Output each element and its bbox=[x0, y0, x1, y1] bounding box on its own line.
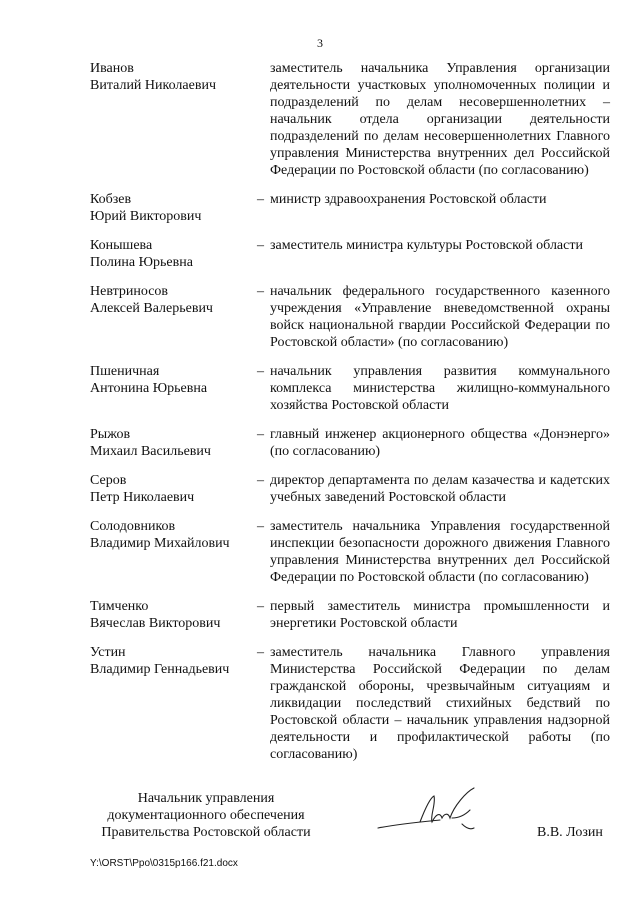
member-role: заместитель начальника Управления организации деятельности участковых уполномоченных полиции и подразделений по делам несовершеннолетних – начальник отдела организации деятельности подразделений по делам несовершеннолетних Главного управления Министерства внутренних дел Российской Федерации по Ростовской области (по согласованию) bbox=[270, 61, 610, 178]
member-dash: – bbox=[257, 645, 264, 660]
member-surname: Устин bbox=[90, 645, 126, 660]
signatory-position-line: Начальник управления bbox=[137, 791, 275, 806]
list-item bbox=[90, 237, 610, 271]
signatory-name: В.В. Лозин bbox=[537, 825, 603, 840]
member-name bbox=[90, 191, 257, 225]
signatory-position bbox=[90, 790, 322, 841]
member-given-name: Антонина Юрьевна bbox=[90, 381, 208, 396]
member-dash: – bbox=[257, 192, 264, 207]
members-list bbox=[90, 60, 610, 775]
member-given-name: Вячеслав Викторович bbox=[90, 616, 221, 631]
signature-block bbox=[0, 790, 640, 860]
list-item bbox=[90, 60, 610, 179]
member-given-name: Михаил Васильевич bbox=[90, 444, 211, 459]
member-dash: – bbox=[257, 473, 264, 488]
member-name bbox=[90, 283, 257, 351]
member-surname: Пшеничная bbox=[90, 364, 160, 379]
member-name bbox=[90, 60, 257, 179]
list-item bbox=[90, 191, 610, 225]
member-given-name: Виталий Николаевич bbox=[90, 78, 216, 93]
member-name bbox=[90, 644, 257, 763]
member-given-name: Петр Николаевич bbox=[90, 490, 195, 505]
member-given-name: Юрий Викторович bbox=[90, 209, 202, 224]
list-item bbox=[90, 363, 610, 414]
member-dash: – bbox=[257, 427, 264, 442]
member-role: директор департамента по делам казачества и кадетских учебных заведений Ростовской области bbox=[270, 473, 610, 505]
member-dash: – bbox=[257, 364, 264, 379]
signatory-position-line: документационного обеспечения bbox=[107, 808, 305, 823]
list-item bbox=[90, 426, 610, 460]
list-item bbox=[90, 518, 610, 586]
member-role: главный инженер акционерного общества «Донэнерго» (по согласованию) bbox=[270, 427, 610, 459]
member-given-name: Владимир Геннадьевич bbox=[90, 662, 230, 677]
member-dash: – bbox=[257, 284, 264, 299]
member-role: заместитель начальника Главного управления Министерства Российской Федерации по делам гражданской обороны, чрезвычайным ситуациям и ликвидации последствий стихийных бедствий по Ростовской области – начальник управления надзорной деятельности и профилактической работы (по согласованию) bbox=[270, 645, 610, 762]
file-path: Y:\ORST\Ppo\0315p166.f21.docx bbox=[90, 858, 238, 869]
member-name bbox=[90, 237, 257, 271]
member-given-name: Полина Юрьевна bbox=[90, 255, 193, 270]
handwritten-signature bbox=[370, 784, 500, 844]
list-item bbox=[90, 644, 610, 763]
member-surname: Тимченко bbox=[90, 599, 149, 614]
member-given-name: Алексей Валерьевич bbox=[90, 301, 213, 316]
member-role: первый заместитель министра промышленности и энергетики Ростовской области bbox=[270, 599, 610, 631]
signatory-position-line: Правительства Ростовской области bbox=[101, 825, 311, 840]
member-role: заместитель министра культуры Ростовской области bbox=[270, 238, 583, 253]
member-surname: Солодовников bbox=[90, 519, 176, 534]
member-name bbox=[90, 518, 257, 586]
member-surname: Иванов bbox=[90, 61, 134, 76]
member-name bbox=[90, 598, 257, 632]
member-name bbox=[90, 426, 257, 460]
member-surname: Конышева bbox=[90, 238, 153, 253]
list-item bbox=[90, 283, 610, 351]
member-role: начальник управления развития коммунального комплекса министерства жилищно-коммунального хозяйства Ростовской области bbox=[270, 364, 610, 413]
member-dash bbox=[257, 60, 270, 179]
list-item bbox=[90, 598, 610, 632]
page-number: 3 bbox=[317, 36, 323, 50]
member-dash: – bbox=[257, 599, 264, 614]
member-dash: – bbox=[257, 519, 264, 534]
member-dash: – bbox=[257, 238, 264, 253]
member-surname: Серов bbox=[90, 473, 127, 488]
member-given-name: Владимир Михайлович bbox=[90, 536, 230, 551]
member-surname: Рыжов bbox=[90, 427, 131, 442]
member-role: начальник федерального государственного казенного учреждения «Управление вневедомственной охраны войск национальной гвардии Российской Федерации по Ростовской области» (по согласованию) bbox=[270, 284, 610, 350]
member-name bbox=[90, 472, 257, 506]
member-surname: Кобзев bbox=[90, 192, 132, 207]
list-item bbox=[90, 472, 610, 506]
member-name bbox=[90, 363, 257, 414]
member-role: министр здравоохранения Ростовской области bbox=[270, 192, 547, 207]
member-role: заместитель начальника Управления государственной инспекции безопасности дорожного движения Главного управления Министерства внутренних дел Российской Федерации по Ростовской области (по согласованию) bbox=[270, 519, 610, 585]
member-surname: Невтриносов bbox=[90, 284, 169, 299]
